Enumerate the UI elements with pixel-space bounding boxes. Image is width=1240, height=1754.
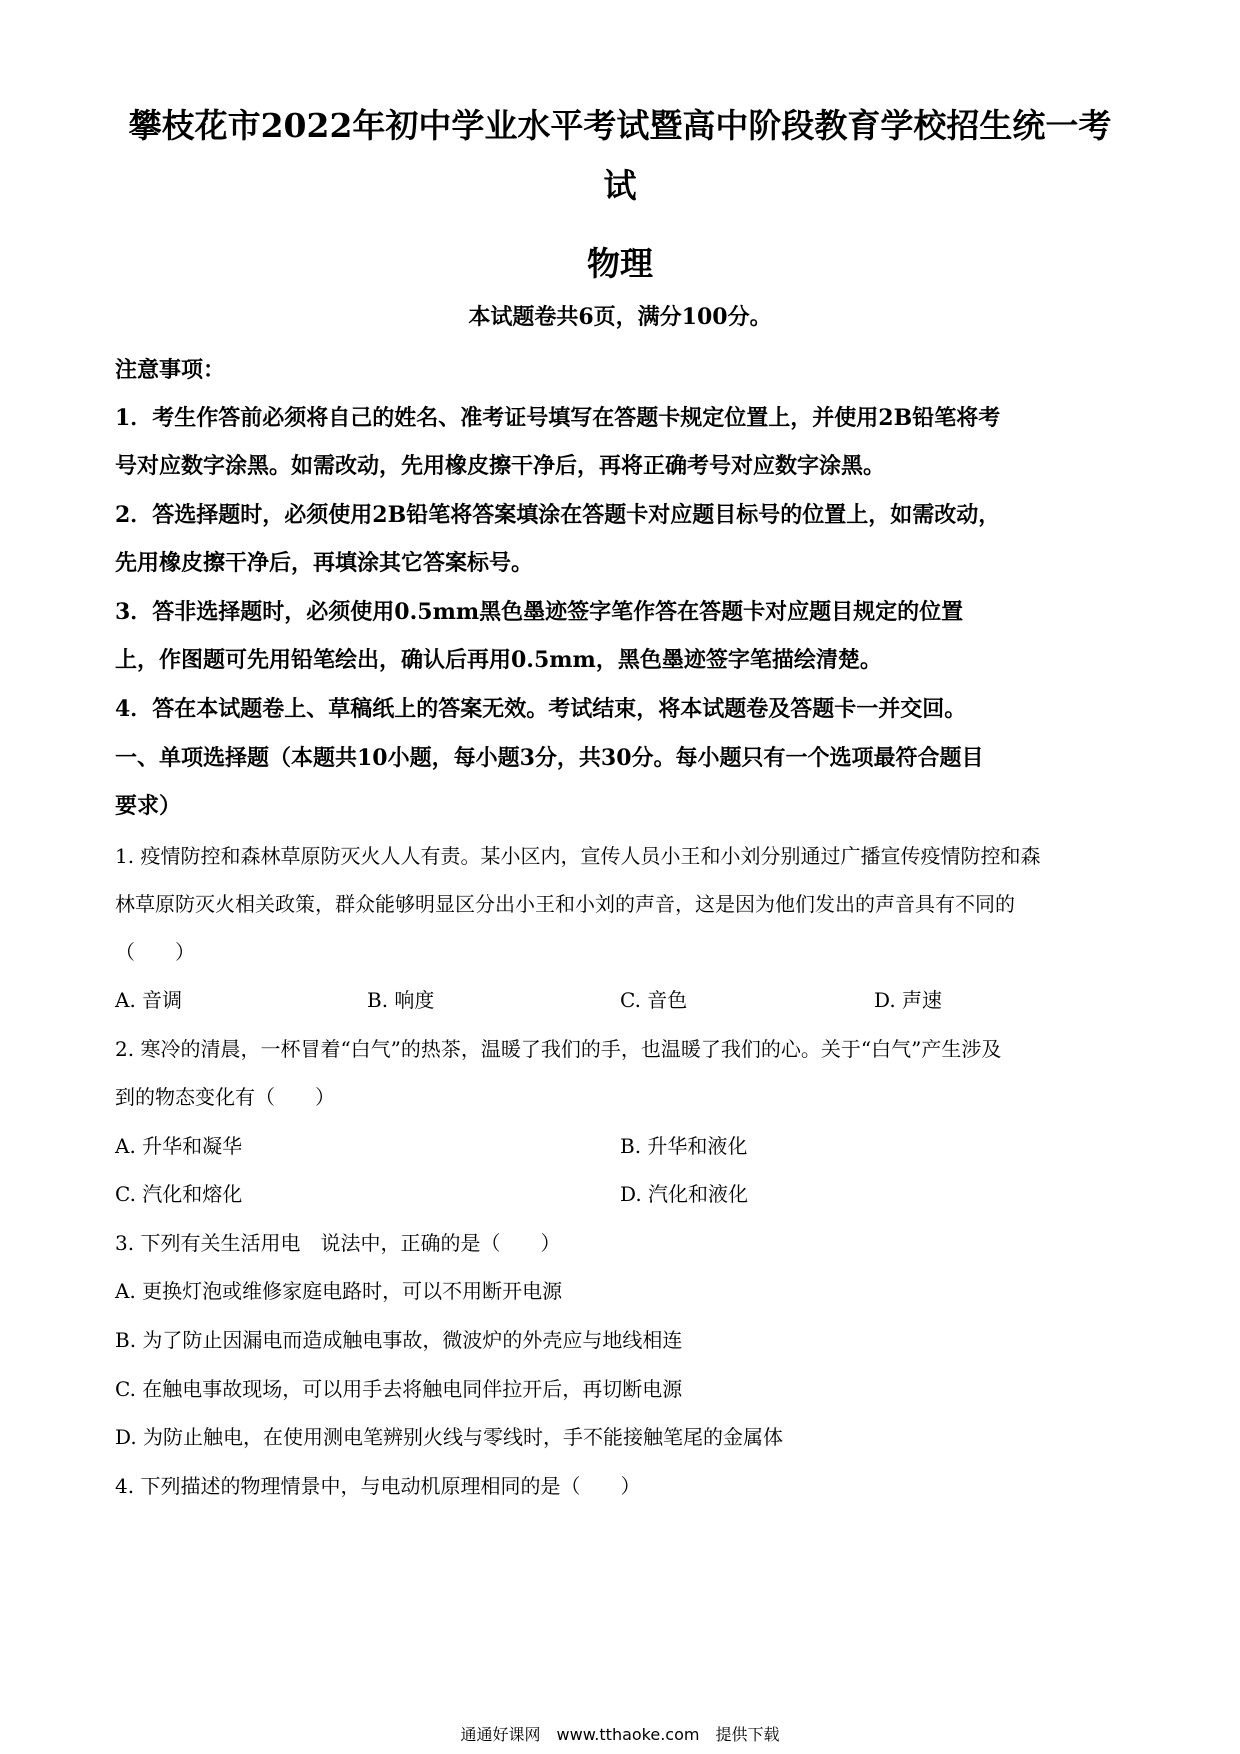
note-line: 3．答非选择题时，必须使用0.5mm黑色墨迹签字笔作答在答题卡对应题目规定的位置 (115, 599, 964, 625)
question-1-option-d: D. 声速 (874, 988, 943, 1012)
section-heading-cont: 要求） (115, 793, 182, 819)
question-3-option-d: D. 为防止触电，在使用测电笔辨别火线与零线时，手不能接触笔尾的金属体 (115, 1425, 784, 1449)
exam-title-line2: 试 (603, 166, 637, 205)
notes-heading: 注意事项： (115, 357, 226, 383)
question-1-text: 1. 疫情防控和森林草原防灭火人人有责。某小区内，宣传人员小王和小刘分别通过广播宣传疫情防控和森 (115, 844, 1041, 868)
note-line: 1．考生作答前必须将自己的姓名、准考证号填写在答题卡规定位置上，并使用2B铅笔将考 (115, 405, 1001, 431)
question-1-option-a: A. 音调 (115, 988, 183, 1012)
question-3-option-a: A. 更换灯泡或维修家庭电路时，可以不用断开电源 (115, 1279, 563, 1303)
subject-title: 物理 (587, 244, 653, 283)
page-footer: 通通好课网 www.tthaoke.com 提供下载 (460, 1725, 780, 1744)
question-2-option-b: B. 升华和液化 (620, 1134, 748, 1158)
question-1-option-c: C. 音色 (620, 988, 688, 1012)
note-line: 上，作图题可先用铅笔绘出，确认后再用0.5mm，黑色墨迹签字笔描绘清楚。 (115, 647, 882, 673)
section-heading: 一、单项选择题（本题共10小题，每小题3分，共30分。每小题只有一个选项最符合题目 (115, 745, 984, 771)
question-2-option-c: C. 汽化和熔化 (115, 1182, 243, 1206)
question-2-text: 到的物态变化有（ ） (115, 1085, 335, 1109)
question-3-text: 3. 下列有关生活用电 说法中，正确的是（ ） (115, 1231, 561, 1255)
question-3-option-c: C. 在触电事故现场，可以用手去将触电同伴拉开后，再切断电源 (115, 1377, 683, 1401)
note-line: 2．答选择题时，必须使用2B铅笔将答案填涂在答题卡对应题目标号的位置上，如需改动， (115, 502, 1001, 528)
question-2-option-a: A. 升华和凝华 (115, 1134, 243, 1158)
question-1-option-b: B. 响度 (367, 988, 435, 1012)
question-1-text: （ ） (115, 940, 195, 964)
note-line: 4．答在本试题卷上、草稿纸上的答案无效。考试结束，将本试题卷及答题卡一并交回。 (115, 696, 967, 722)
question-4-text: 4. 下列描述的物理情景中，与电动机原理相同的是（ ） (115, 1474, 641, 1498)
question-3-option-b: B. 为了防止因漏电而造成触电事故，微波炉的外壳应与地线相连 (115, 1328, 683, 1352)
note-line: 号对应数字涂黑。如需改动，先用橡皮擦干净后，再将正确考号对应数字涂黑。 (115, 453, 886, 479)
question-1-text: 林草原防灭火相关政策，群众能够明显区分出小王和小刘的声音，这是因为他们发出的声音具有不同的 (115, 892, 1015, 916)
exam-title-line1: 攀枝花市2022年初中学业水平考试暨高中阶段教育学校招生统一考 (128, 106, 1112, 145)
question-2-text: 2. 寒冷的清晨，一杯冒着“白气”的热茶，温暖了我们的手，也温暖了我们的心。关于“白气”产生涉及 (115, 1037, 1002, 1061)
question-2-option-d: D. 汽化和液化 (620, 1182, 749, 1206)
paper-info: 本试题卷共6页，满分100分。 (468, 304, 772, 330)
note-line: 先用橡皮擦干净后，再填涂其它答案标号。 (115, 550, 534, 576)
